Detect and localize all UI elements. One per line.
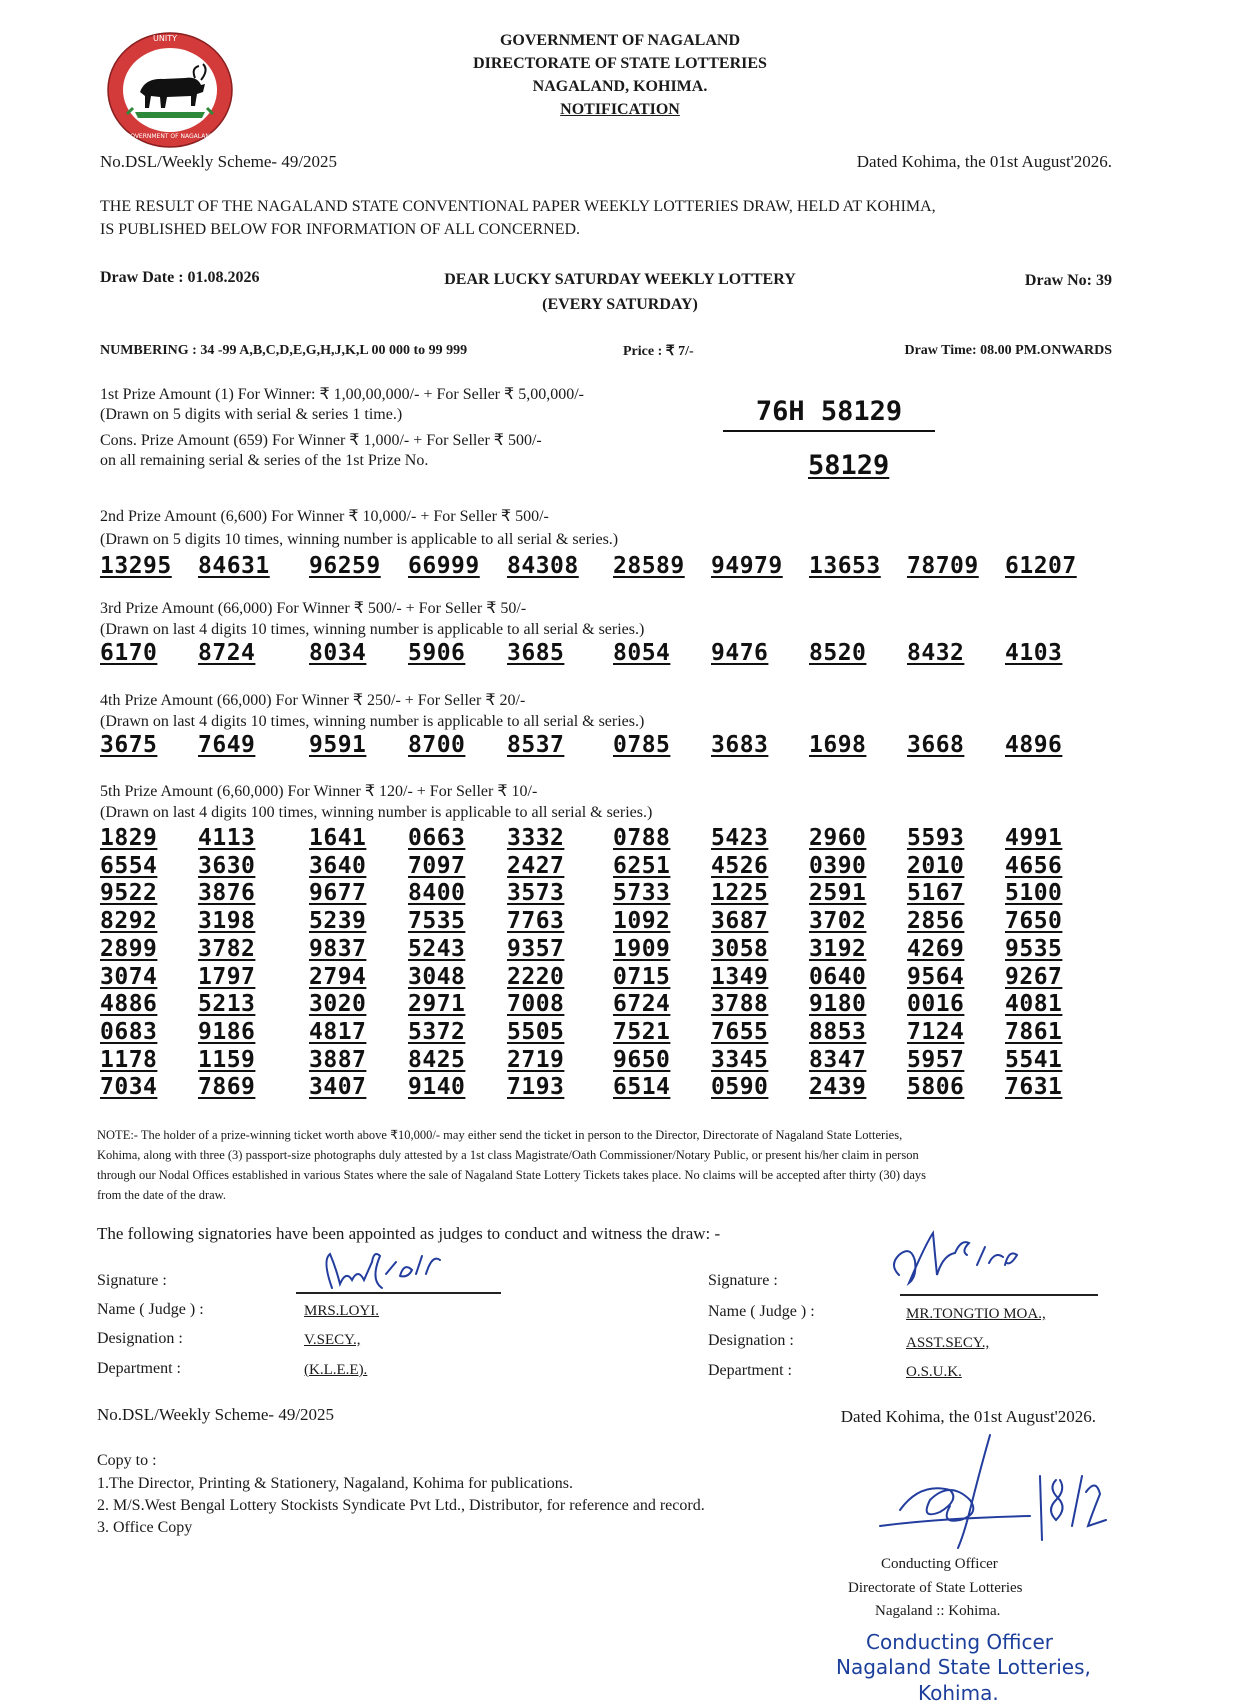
third-prize-number: 6170: [100, 640, 158, 666]
fifth-prize-number: 5423: [711, 825, 769, 851]
judge1-signature: [300, 1240, 460, 1300]
second-prize-number: 96259: [309, 553, 381, 579]
fifth-prize-number: 4886: [100, 991, 158, 1018]
judge1-signature-line: [296, 1292, 501, 1294]
second-prize-number: 13295: [100, 553, 172, 579]
fifth-prize-number: 3573: [507, 880, 565, 907]
third-prize-number: 8520: [809, 640, 867, 666]
third-prize-line-1: 3rd Prize Amount (66,000) For Winner ₹ 500/- + For Seller ₹ 50/-: [100, 600, 527, 617]
cons-prize-line-2: on all remaining serial & series of the 1st Prize No.: [100, 452, 429, 469]
fifth-prize-number: 3702: [809, 908, 867, 935]
fifth-prize-number: 0683: [100, 1018, 158, 1045]
fifth-prize-number: 4991: [1005, 825, 1063, 851]
fifth-prize-line-2: (Drawn on last 4 digits 100 times, winning number is applicable to all serial & series.): [100, 804, 653, 821]
officer-place: Nagaland :: Kohima.: [875, 1603, 1001, 1619]
cons-prize-line-1: Cons. Prize Amount (659) For Winner ₹ 1,000/- + For Seller ₹ 500/-: [100, 432, 542, 449]
logo-bottom-text: GOVERNMENT OF NAGALAND: [125, 133, 215, 140]
fifth-prize-number: 7631: [1005, 1074, 1063, 1101]
fifth-prize-number: 7124: [907, 1018, 965, 1045]
first-prize-line-2: (Drawn on 5 digits with serial & series 1 time.): [100, 406, 403, 423]
fourth-prize-number: 4896: [1005, 732, 1063, 758]
third-prize-number: 4103: [1005, 640, 1063, 666]
fifth-prize-number: 5167: [907, 880, 965, 907]
judge2-department: O.S.U.K.: [906, 1364, 962, 1380]
fifth-prize-number: 4817: [309, 1018, 367, 1045]
fifth-prize-number: 3407: [309, 1074, 367, 1101]
second-prize-line-1: 2nd Prize Amount (6,600) For Winner ₹ 10,000/- + For Seller ₹ 500/-: [100, 508, 549, 525]
fifth-prize-number: 4081: [1005, 991, 1063, 1018]
fifth-prize-number: 4113: [198, 825, 256, 851]
fifth-prize-number: 6514: [613, 1074, 671, 1101]
third-prize-number: 8034: [309, 640, 367, 666]
lottery-name: DEAR LUCKY SATURDAY WEEKLY LOTTERY: [444, 271, 796, 288]
fifth-prize-number: 5213: [198, 991, 256, 1018]
stamp-line-1: Conducting Officer: [866, 1630, 1053, 1654]
ticket-price: Price : ₹ 7/-: [623, 344, 694, 359]
fifth-prize-number: 9564: [907, 963, 965, 990]
fourth-prize-number: 0785: [613, 732, 671, 758]
stamp-line-3: Kohima.: [918, 1681, 999, 1705]
third-prize-number: 9476: [711, 640, 769, 666]
judge1-department: (K.L.E.E).: [304, 1362, 368, 1378]
dated-line: Dated Kohima, the 01st August'2026.: [856, 152, 1112, 171]
fifth-prize-line-1: 5th Prize Amount (6,60,000) For Winner ₹ 120/- + For Seller ₹ 10/-: [100, 783, 538, 800]
fifth-prize-number: 1641: [309, 825, 367, 851]
fifth-prize-number: 2220: [507, 963, 565, 990]
fifth-prize-number: 1225: [711, 880, 769, 907]
fifth-prize-number: 5100: [1005, 880, 1063, 907]
judge1-signature-label: Signature :: [97, 1272, 167, 1289]
fifth-prize-number: 4526: [711, 852, 769, 879]
intro-line-1: THE RESULT OF THE NAGALAND STATE CONVENTIONAL PAPER WEEKLY LOTTERIES DRAW, HELD AT KOHIMA,: [100, 198, 936, 215]
copy-item-1: 1.The Director, Printing & Stationery, Nagaland, Kohima for publications.: [97, 1475, 573, 1492]
fifth-prize-number: 8347: [809, 1046, 867, 1073]
fifth-prize-number: 9140: [408, 1074, 466, 1101]
header-place: NAGALAND, KOHIMA.: [532, 78, 708, 95]
second-prize-number: 61207: [1005, 553, 1077, 579]
judge1-department-label: Department :: [97, 1360, 181, 1377]
judge2-signature-line: [900, 1294, 1098, 1296]
officer-signature: [860, 1430, 1110, 1555]
reference-number: No.DSL/Weekly Scheme- 49/2025: [100, 152, 338, 171]
fifth-prize-number: 3048: [408, 963, 466, 990]
fifth-prize-number: 6251: [613, 852, 671, 879]
second-prize-number: 78709: [907, 553, 979, 579]
fifth-prize-number: 8425: [408, 1046, 466, 1073]
fifth-prize-number: 3788: [711, 991, 769, 1018]
fifth-prize-number: 9522: [100, 880, 158, 907]
third-prize-number: 8724: [198, 640, 256, 666]
fifth-prize-number: 7034: [100, 1074, 158, 1101]
second-prize-number: 84631: [198, 553, 270, 579]
fourth-prize-number: 3675: [100, 732, 158, 758]
copy-to-title: Copy to :: [97, 1452, 157, 1469]
third-prize-line-2: (Drawn on last 4 digits 10 times, winning number is applicable to all serial & series.): [100, 621, 645, 638]
header-notification: NOTIFICATION: [560, 101, 680, 118]
fifth-prize-number: 5806: [907, 1074, 965, 1101]
fifth-prize-number: 3198: [198, 908, 256, 935]
judge1-name: MRS.LOYI.: [304, 1303, 380, 1319]
draw-time: Draw Time: 08.00 PM.ONWARDS: [904, 343, 1112, 358]
fifth-prize-number: 5243: [408, 935, 466, 962]
third-prize-number: 8054: [613, 640, 671, 666]
fifth-prize-number: 2427: [507, 852, 565, 879]
fifth-prize-number: 1797: [198, 963, 256, 990]
fifth-prize-number: 5372: [408, 1018, 466, 1045]
header-government: GOVERNMENT OF NAGALAND: [499, 32, 740, 49]
fourth-prize-number: 3668: [907, 732, 965, 758]
fifth-prize-number: 3058: [711, 935, 769, 962]
fourth-prize-line-1: 4th Prize Amount (66,000) For Winner ₹ 250/- + For Seller ₹ 20/-: [100, 692, 526, 709]
fifth-prize-number: 8292: [100, 908, 158, 935]
officer-title: Conducting Officer: [881, 1556, 998, 1572]
fifth-prize-number: 7869: [198, 1074, 256, 1101]
fifth-prize-number: 5733: [613, 880, 671, 907]
fifth-prize-number: 5957: [907, 1046, 965, 1073]
fifth-prize-number: 0640: [809, 963, 867, 990]
fifth-prize-number: 7861: [1005, 1018, 1063, 1045]
fifth-prize-number: 7097: [408, 852, 466, 879]
judge2-signature: [885, 1225, 1025, 1295]
draw-date: Draw Date : 01.08.2026: [100, 269, 260, 286]
note-line-1: NOTE:- The holder of a prize-winning ticket worth above ₹10,000/- may either send the ticket in person to the Director, Directorate of Nagaland State Lotteries,: [97, 1128, 903, 1142]
fifth-prize-number: 2010: [907, 852, 965, 879]
first-prize-underline: [723, 430, 935, 432]
lottery-every: (EVERY SATURDAY): [542, 296, 698, 313]
fifth-prize-number: 0390: [809, 852, 867, 879]
header-directorate: DIRECTORATE OF STATE LOTTERIES: [473, 55, 767, 72]
fifth-prize-number: 7763: [507, 908, 565, 935]
judge1-designation: V.SECY.,: [304, 1332, 361, 1348]
fifth-prize-number: 9267: [1005, 963, 1063, 990]
fifth-prize-number: 7535: [408, 908, 466, 935]
footer-dated-line: Dated Kohima, the 01st August'2026.: [840, 1407, 1096, 1426]
fourth-prize-number: 3683: [711, 732, 769, 758]
numbering: NUMBERING : 34 -99 A,B,C,D,E,G,H,J,K,L 00 000 to 99 999: [100, 343, 468, 358]
fifth-prize-number: 2591: [809, 880, 867, 907]
copy-item-3: 3. Office Copy: [97, 1519, 193, 1536]
footer-reference-number: No.DSL/Weekly Scheme- 49/2025: [97, 1405, 335, 1424]
fifth-prize-number: 7521: [613, 1018, 671, 1045]
fifth-prize-number: 2856: [907, 908, 965, 935]
fifth-prize-number: 1159: [198, 1046, 256, 1073]
fourth-prize-number: 1698: [809, 732, 867, 758]
fourth-prize-number: 7649: [198, 732, 256, 758]
judge1-name-label: Name ( Judge ) :: [97, 1301, 204, 1318]
second-prize-line-2: (Drawn on 5 digits 10 times, winning number is applicable to all serial & series.): [100, 531, 619, 548]
fifth-prize-number: 9186: [198, 1018, 256, 1045]
fifth-prize-number: 1909: [613, 935, 671, 962]
judge2-designation: ASST.SECY.,: [906, 1335, 990, 1351]
fifth-prize-number: 1178: [100, 1046, 158, 1073]
fifth-prize-number: 5239: [309, 908, 367, 935]
third-prize-number: 5906: [408, 640, 466, 666]
cons-prize-number: 58129: [808, 450, 890, 481]
fifth-prize-number: 2971: [408, 991, 466, 1018]
fifth-prize-number: 2719: [507, 1046, 565, 1073]
judge2-designation-label: Designation :: [708, 1332, 794, 1349]
fifth-prize-number: 2960: [809, 825, 867, 851]
second-prize-number: 94979: [711, 553, 783, 579]
fifth-prize-number: 0016: [907, 991, 965, 1018]
fifth-prize-number: 1092: [613, 908, 671, 935]
judge2-name: MR.TONGTIO MOA.,: [906, 1306, 1046, 1322]
fifth-prize-number: 1829: [100, 825, 158, 851]
draw-number: Draw No: 39: [1024, 272, 1112, 289]
fifth-prize-number: 4656: [1005, 852, 1063, 879]
fifth-prize-number: 7650: [1005, 908, 1063, 935]
fifth-prize-number: 0663: [408, 825, 466, 851]
fifth-prize-number: 7008: [507, 991, 565, 1018]
third-prize-number: 3685: [507, 640, 565, 666]
stamp-line-2: Nagaland State Lotteries,: [836, 1655, 1091, 1679]
second-prize-number: 84308: [507, 553, 579, 579]
fifth-prize-number: 3332: [507, 825, 565, 851]
judges-intro: The following signatories have been appointed as judges to conduct and witness the draw: -: [97, 1224, 721, 1243]
fourth-prize-number: 8700: [408, 732, 466, 758]
fifth-prize-number: 3630: [198, 852, 256, 879]
fifth-prize-number: 9677: [309, 880, 367, 907]
fifth-prize-number: 9180: [809, 991, 867, 1018]
judge1-designation-label: Designation :: [97, 1330, 183, 1347]
fifth-prize-number: 9357: [507, 935, 565, 962]
fourth-prize-number: 8537: [507, 732, 565, 758]
second-prize-number: 28589: [613, 553, 685, 579]
judge2-department-label: Department :: [708, 1362, 792, 1379]
fifth-prize-number: 1349: [711, 963, 769, 990]
fifth-prize-number: 3887: [309, 1046, 367, 1073]
note-line-3: through our Nodal Offices established in various States where the sale of Nagaland State Lottery Tickets takes place. No claims will be accepted after thirty (30) days: [97, 1168, 927, 1182]
third-prize-number: 8432: [907, 640, 965, 666]
fifth-prize-number: 2899: [100, 935, 158, 962]
intro-line-2: IS PUBLISHED BELOW FOR INFORMATION OF ALL CONCERNED.: [100, 221, 581, 238]
fifth-prize-number: 9837: [309, 935, 367, 962]
fifth-prize-number: 7193: [507, 1074, 565, 1101]
fifth-prize-number: 2794: [309, 963, 367, 990]
note-line-2: Kohima, along with three (3) passport-size photographs duly attested by a 1st class Magistrate/Oath Commissioner/Notary Public, or present his/her claim in person: [97, 1148, 919, 1162]
fifth-prize-number: 5505: [507, 1018, 565, 1045]
fifth-prize-number: 3074: [100, 963, 158, 990]
first-prize-number: 76H 58129: [755, 396, 903, 427]
fifth-prize-number: 3640: [309, 852, 367, 879]
judge2-signature-label: Signature :: [708, 1272, 778, 1289]
fifth-prize-number: 3876: [198, 880, 256, 907]
fifth-prize-number: 3020: [309, 991, 367, 1018]
fifth-prize-number: 3192: [809, 935, 867, 962]
second-prize-number: 66999: [408, 553, 480, 579]
fifth-prize-number: 6724: [613, 991, 671, 1018]
fifth-prize-number: 3687: [711, 908, 769, 935]
fifth-prize-number: 4269: [907, 935, 965, 962]
fifth-prize-number: 5593: [907, 825, 965, 851]
fifth-prize-number: 7655: [711, 1018, 769, 1045]
fourth-prize-number: 9591: [309, 732, 367, 758]
judge2-name-label: Name ( Judge ) :: [708, 1303, 815, 1320]
fifth-prize-number: 9535: [1005, 935, 1063, 962]
first-prize-line-1: 1st Prize Amount (1) For Winner: ₹ 1,00,00,000/- + For Seller ₹ 5,00,000/-: [100, 386, 584, 403]
fifth-prize-number: 2439: [809, 1074, 867, 1101]
fifth-prize-number: 0715: [613, 963, 671, 990]
officer-directorate: Directorate of State Lotteries: [848, 1580, 1023, 1596]
fourth-prize-line-2: (Drawn on last 4 digits 10 times, winning number is applicable to all serial & series.): [100, 713, 645, 730]
fifth-prize-number: 0590: [711, 1074, 769, 1101]
fifth-prize-number: 6554: [100, 852, 158, 879]
note-line-4: from the date of the draw.: [97, 1188, 226, 1202]
fifth-prize-number: 9650: [613, 1046, 671, 1073]
copy-item-2: 2. M/S.West Bengal Lottery Stockists Syndicate Pvt Ltd., Distributor, for reference and record.: [97, 1497, 705, 1514]
second-prize-number: 13653: [809, 553, 881, 579]
fifth-prize-number: 3345: [711, 1046, 769, 1073]
fifth-prize-number: 8853: [809, 1018, 867, 1045]
fifth-prize-number: 0788: [613, 825, 671, 851]
fifth-prize-number: 3782: [198, 935, 256, 962]
fifth-prize-number: 5541: [1005, 1046, 1063, 1073]
logo-top-text: UNITY: [153, 34, 177, 43]
fifth-prize-number: 8400: [408, 880, 466, 907]
